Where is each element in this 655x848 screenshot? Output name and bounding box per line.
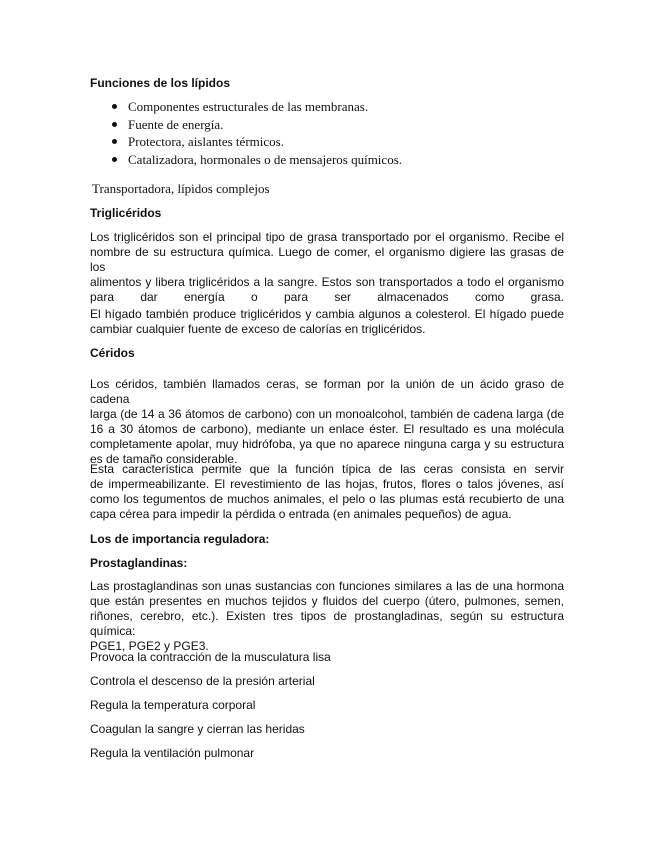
heading-trigliceridos: Triglicéridos bbox=[90, 206, 162, 220]
heading-funciones: Funciones de los lípidos bbox=[90, 76, 231, 90]
trigliceridos-paragraph-1: Los triglicéridos son el principal tipo de grasa transportado por el organismo. Recibe el nombre de su estructura química. Luego de comer, el organismo digiere las grasas de los alimentos y libera triglicéridos a la sangre. Estos son transportados a todo el organismo para dar energía o para ser almacenados como grasa. bbox=[90, 230, 564, 304]
bullet-icon bbox=[112, 122, 117, 127]
list-item: Protectora, aislantes térmicos. bbox=[90, 133, 564, 151]
heading-ceridos: Céridos bbox=[90, 346, 135, 360]
effect-line: Provoca la contracción de la musculatura lisa bbox=[90, 650, 331, 664]
funciones-extra: Transportadora, lípidos complejos bbox=[92, 181, 270, 196]
effect-line: Coagulan la sangre y cierran las heridas bbox=[90, 722, 305, 736]
list-item: Componentes estructurales de las membranas. bbox=[90, 98, 564, 116]
effect-line: Regula la ventilación pulmonar bbox=[90, 746, 255, 760]
effect-line: Controla el descenso de la presión arterial bbox=[90, 674, 315, 688]
ceridos-paragraph-2: Esta característica permite que la función típica de las ceras consista en servir de impermeabilizante. El revestimiento de las hojas, frutos, flores o talos jóvenes, así como los tegumentos de muchos animales, el pelo o las plumas está recubierto de una capa cérea para impedir la pérdida o entrada (en animales pequeños) de agua. bbox=[90, 462, 564, 521]
list-item: Fuente de energía. bbox=[90, 116, 564, 134]
heading-reguladora: Los de importancia reguladora: bbox=[90, 532, 270, 546]
heading-prostaglandinas: Prostaglandinas: bbox=[90, 556, 188, 570]
funciones-list bbox=[90, 98, 564, 168]
trigliceridos-paragraph-2: El hígado también produce triglicéridos y cambia algunos a colesterol. El hígado puede cambiar cualquier fuente de exceso de calorías en triglicéridos. bbox=[90, 307, 564, 336]
bullet-icon bbox=[112, 104, 117, 109]
prostaglandinas-paragraph: Las prostaglandinas son unas sustancias con funciones similares a las de una hormona que están presentes en muchos tejidos y fluidos del cuerpo (útero, pulmones, semen, riñones, cerebro, etc.). Existen tres tipos de prostangladinas, según su estructura química: PGE1, PGE2 y PGE3. bbox=[90, 579, 564, 653]
bullet-icon bbox=[112, 139, 117, 144]
bullet-icon bbox=[112, 157, 117, 162]
effect-line: Regula la temperatura corporal bbox=[90, 698, 256, 712]
list-item: Catalizadora, hormonales o de mensajeros químicos. bbox=[90, 151, 564, 169]
ceridos-paragraph-1: Los céridos, también llamados ceras, se forman por la unión de un ácido graso de cadena larga (de 14 a 36 átomos de carbono) con un monoalcohol, también de cadena larga (de 16 a 30 átomos de carbono), mediante un enlace éster. El resultado es una molécula completamente apolar, muy hidrófoba, ya que no aparece ninguna carga y su estructura es de tamaño considerable. bbox=[90, 377, 564, 466]
